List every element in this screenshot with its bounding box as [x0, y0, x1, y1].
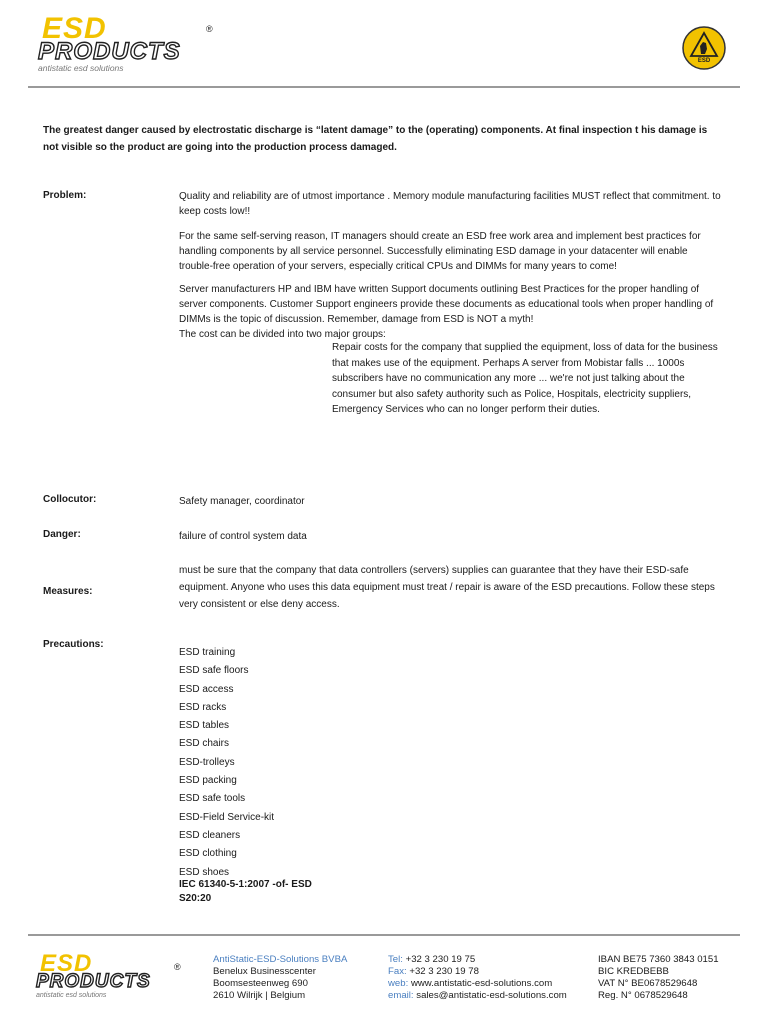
- danger-value: failure of control system data: [179, 531, 307, 542]
- problem-text: For the same self-serving reason, IT managers should create an ESD free work area and implement best practices for handling components by all service personnel. Successfully eliminating ESD damage in your datacenter will enable trouble-free operation of your servers, especially critical CPUs and DIMMs for many years to come!: [179, 231, 701, 272]
- company-name: AntiStatic-ESD-Solutions BVBA: [213, 954, 348, 965]
- danger-label: Danger:: [43, 529, 81, 540]
- address-line: Benelux Businesscenter: [213, 966, 316, 977]
- phone-row: [388, 954, 567, 966]
- logo-word-esd: ESD: [42, 12, 107, 45]
- list-item: ESD chairs: [179, 738, 230, 750]
- footer-logo: [36, 952, 186, 1002]
- list-item: ESD training: [179, 647, 236, 658]
- measures-label: Measures:: [43, 586, 93, 597]
- logo-tagline: antistatic esd solutions: [36, 992, 107, 999]
- collocutor-label: Collocutor:: [43, 494, 97, 505]
- address-line: 2610 Wilrijk | Belgium: [213, 990, 306, 1001]
- logo-tagline: antistatic esd solutions: [38, 63, 124, 73]
- collocutor-value: Safety manager, coordinator: [179, 496, 305, 507]
- standard-reference: [179, 878, 312, 906]
- problem-text: The cost can be divided into two major groups:: [179, 329, 386, 340]
- bic: BIC KREDBEBB: [598, 966, 669, 977]
- esd-products-logo: [38, 14, 218, 76]
- footer-divider: [28, 934, 740, 936]
- list-item: ESD safe tools: [179, 793, 246, 805]
- address-line: Boomsesteenweg 690: [213, 978, 308, 989]
- web-link[interactable]: www.antistatic-esd-solutions.com: [410, 978, 553, 989]
- header-divider: [28, 86, 740, 88]
- footer-address: [213, 954, 347, 1002]
- intro-statement: The greatest danger caused by electrostatic discharge is “latent damage” to the (operating) components. At final inspection t his damage is not visible so the product are going into the production process damaged.: [43, 125, 708, 153]
- web-label: web:: [388, 978, 409, 989]
- list-item: ESD shoes: [179, 866, 230, 878]
- list-item: ESD-trolleys: [179, 756, 235, 768]
- measures-value: must be sure that the company that data controllers (servers) supplies can guarantee that they have their ESD-safe equipment. Anyone who uses this data equipment must treat / repair is aware of the ESD precautions. Follow these steps very consistent or else deny access.: [179, 565, 715, 610]
- footer-bank: [598, 954, 719, 1002]
- problem-text: Server manufacturers HP and IBM have written Support documents outlining Best Practices for the proper handling of server components. Customer Support engineers provide these documents as educational tools when proper handling of DIMMs is the topic of discussion. Remember, damage from ESD is NOT a myth!: [179, 284, 714, 325]
- logo-word-products: PRODUCTS: [36, 971, 151, 992]
- iban: IBAN BE75 7360 3843 0151: [598, 954, 719, 965]
- list-item: ESD clothing: [179, 848, 237, 860]
- fax-row: [388, 966, 567, 978]
- tel-label: Tel:: [388, 954, 403, 965]
- registered-mark: ®: [206, 24, 213, 34]
- fax-value: +32 3 230 19 78: [409, 966, 479, 977]
- problem-paragraph-2: [179, 229, 724, 274]
- email-row: [388, 990, 567, 1002]
- problem-text: Quality and reliability are of utmost importance . Memory module manufacturing facilities MUST reflect that commitment. to keep costs low!!: [179, 191, 721, 217]
- vat-number: VAT N° BE0678529648: [598, 978, 698, 989]
- list-item: ESD tables: [179, 720, 230, 732]
- logo-word-products: PRODUCTS: [38, 38, 181, 65]
- footer-contact: [388, 954, 567, 1002]
- problem-label: Problem:: [43, 190, 87, 201]
- registered-mark: ®: [174, 962, 181, 972]
- fax-label: Fax:: [388, 966, 407, 977]
- precautions-label: Precautions:: [43, 639, 104, 650]
- registration-number: Reg. N° 0678529648: [598, 990, 688, 1001]
- web-row: [388, 978, 567, 990]
- list-item: ESD racks: [179, 701, 227, 713]
- list-item: ESD safe floors: [179, 665, 249, 677]
- esd-warning-badge-icon: [682, 26, 726, 70]
- email-link[interactable]: sales@antistatic-esd-solutions.com: [416, 990, 567, 1001]
- standard-line: IEC 61340-5-1:2007 -of- ESD: [179, 879, 312, 890]
- list-item: ESD access: [179, 683, 234, 695]
- precautions-list: [179, 644, 274, 882]
- list-item: ESD cleaners: [179, 829, 241, 841]
- problem-paragraph-1: [179, 189, 724, 219]
- email-label: email:: [388, 990, 414, 1001]
- list-item: ESD packing: [179, 775, 237, 787]
- list-item: ESD-Field Service-kit: [179, 811, 275, 823]
- logo-word-esd: ESD: [40, 950, 93, 977]
- badge-label: ESD: [697, 58, 711, 64]
- problem-paragraph-3: [179, 282, 724, 342]
- tel-value: +32 3 230 19 75: [405, 954, 476, 965]
- standard-line: S20:20: [179, 893, 212, 904]
- cost-groups-paragraph: Repair costs for the company that supplied the equipment, loss of data for the business that makes use of the equipment. Perhaps A server from Mobistar falls ... 1000s subscribers have no communication any more ... we're not just talking about the consumer but also safety authority such as Police, Hospitals, electricity suppliers, Emergency Services who can no longer perform their duties.: [332, 342, 718, 415]
